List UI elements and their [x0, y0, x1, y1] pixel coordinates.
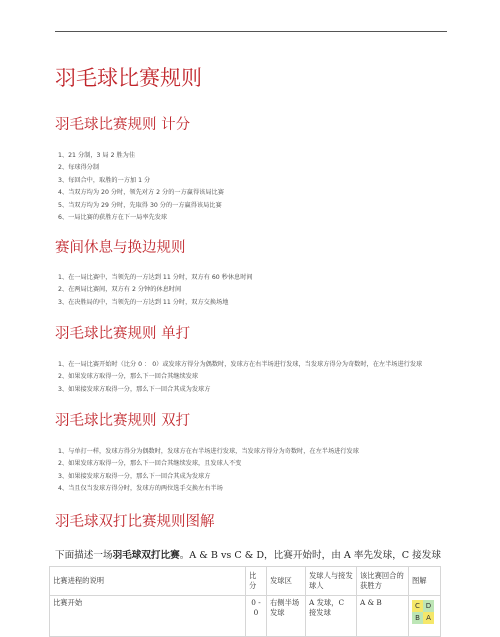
table-header-cell: 发球人与接发球人	[306, 567, 357, 596]
table-header-cell: 比分	[246, 567, 267, 596]
table-header-cell: 图解	[409, 567, 441, 596]
doubles-list	[58, 446, 359, 496]
intro-prefix: 下面描述一场	[55, 550, 113, 561]
table-cell-description: 比赛开始	[50, 596, 246, 637]
list-item: 3、如果接发球方取得一分，那么下一回合其成为发球方	[58, 472, 211, 480]
table-cell-winner: A & B	[357, 596, 409, 637]
list-item: 5、当双方均为 29 分时，先取得 30 分的一方赢得该局比赛	[58, 201, 222, 209]
list-item: 4、当且仅当发球方得分时，发球方的两位选手交换左右半场	[58, 485, 223, 493]
list-item: 6、一局比赛的获胜方在下一局率先发球	[58, 214, 168, 222]
singles-list	[58, 359, 422, 396]
list-item: 1、21 分制，3 局 2 胜为佳	[58, 152, 136, 159]
intro-suffix: 。A & B vs C & D，比赛开始时，由 A 率先发球，C 接发球	[179, 550, 441, 561]
list-item: 2、在两局比赛间，双方有 2 分钟的休息时间	[58, 286, 182, 294]
page-title: 羽毛球比赛规则	[55, 66, 202, 90]
table-cell-court-diagram	[409, 596, 441, 637]
table-cell-serve-area: 右侧半场发球	[267, 596, 306, 637]
court-position: C	[412, 600, 423, 612]
list-item: 2、每球得分制	[58, 164, 100, 172]
section-heading-scoring: 羽毛球比赛规则 计分	[55, 117, 191, 133]
doubles-intro-text	[55, 547, 441, 561]
table-header-cell: 比赛进程的说明	[50, 567, 246, 596]
court-position: D	[423, 600, 434, 612]
table-header-cell: 该比赛回合的获胜方	[357, 567, 409, 596]
table-cell-players: A 发球，C 接发球	[306, 596, 357, 637]
breaks-list	[58, 272, 253, 309]
list-item: 3、如果接发球方取得一分，那么下一回合其成为发球方	[58, 385, 211, 393]
section-heading-singles: 羽毛球比赛规则 单打	[55, 326, 191, 342]
list-item: 1、在一局比赛开始时（比分 0 ： 0）或发球方得分为偶数时，发球方在右半场进行发球，当发球方得分为奇数时，在左半场进行发球	[58, 361, 423, 368]
list-item: 2、如果发球方取得一分，那么下一回合其继续发球	[58, 373, 199, 381]
list-item: 3、在决胜局的中，当领先的一方达到 11 分时，双方交换场地	[58, 298, 229, 306]
section-heading-doubles-illustrated: 羽毛球双打比赛规则图解	[55, 514, 215, 530]
section-heading-doubles: 羽毛球比赛规则 双打	[55, 413, 191, 429]
court-position: B	[412, 612, 423, 624]
table-row	[50, 596, 441, 637]
intro-bold: 羽毛球双打比赛	[112, 550, 180, 561]
list-item: 4、当双方均为 20 分时，领先对方 2 分的一方赢得该局比赛	[58, 189, 224, 197]
list-item: 1、与单打一样，发球方得分为偶数时，发球方在右半场进行发球，当发球方得分为奇数时，在左半场进行发球	[58, 448, 359, 455]
section-heading-breaks: 赛间休息与换边规则	[55, 240, 186, 256]
table-cell-score: 0 - 0	[246, 596, 267, 637]
court-position: A	[423, 612, 434, 624]
list-item: 3、每回合中，取胜的一方加 1 分	[58, 176, 151, 184]
court-diagram	[412, 600, 436, 624]
list-item: 2、如果发球方取得一分，那么下一回合其继续发球，且发球人不变	[58, 460, 242, 468]
scoring-list	[58, 150, 224, 224]
table-header-cell: 发球区	[267, 567, 306, 596]
doubles-rules-table	[49, 566, 441, 637]
top-divider	[55, 31, 447, 32]
list-item: 1、在一局比赛中，当领先的一方达到 11 分时，双方有 60 秒休息时间	[58, 274, 253, 281]
table-header-row	[50, 567, 441, 596]
